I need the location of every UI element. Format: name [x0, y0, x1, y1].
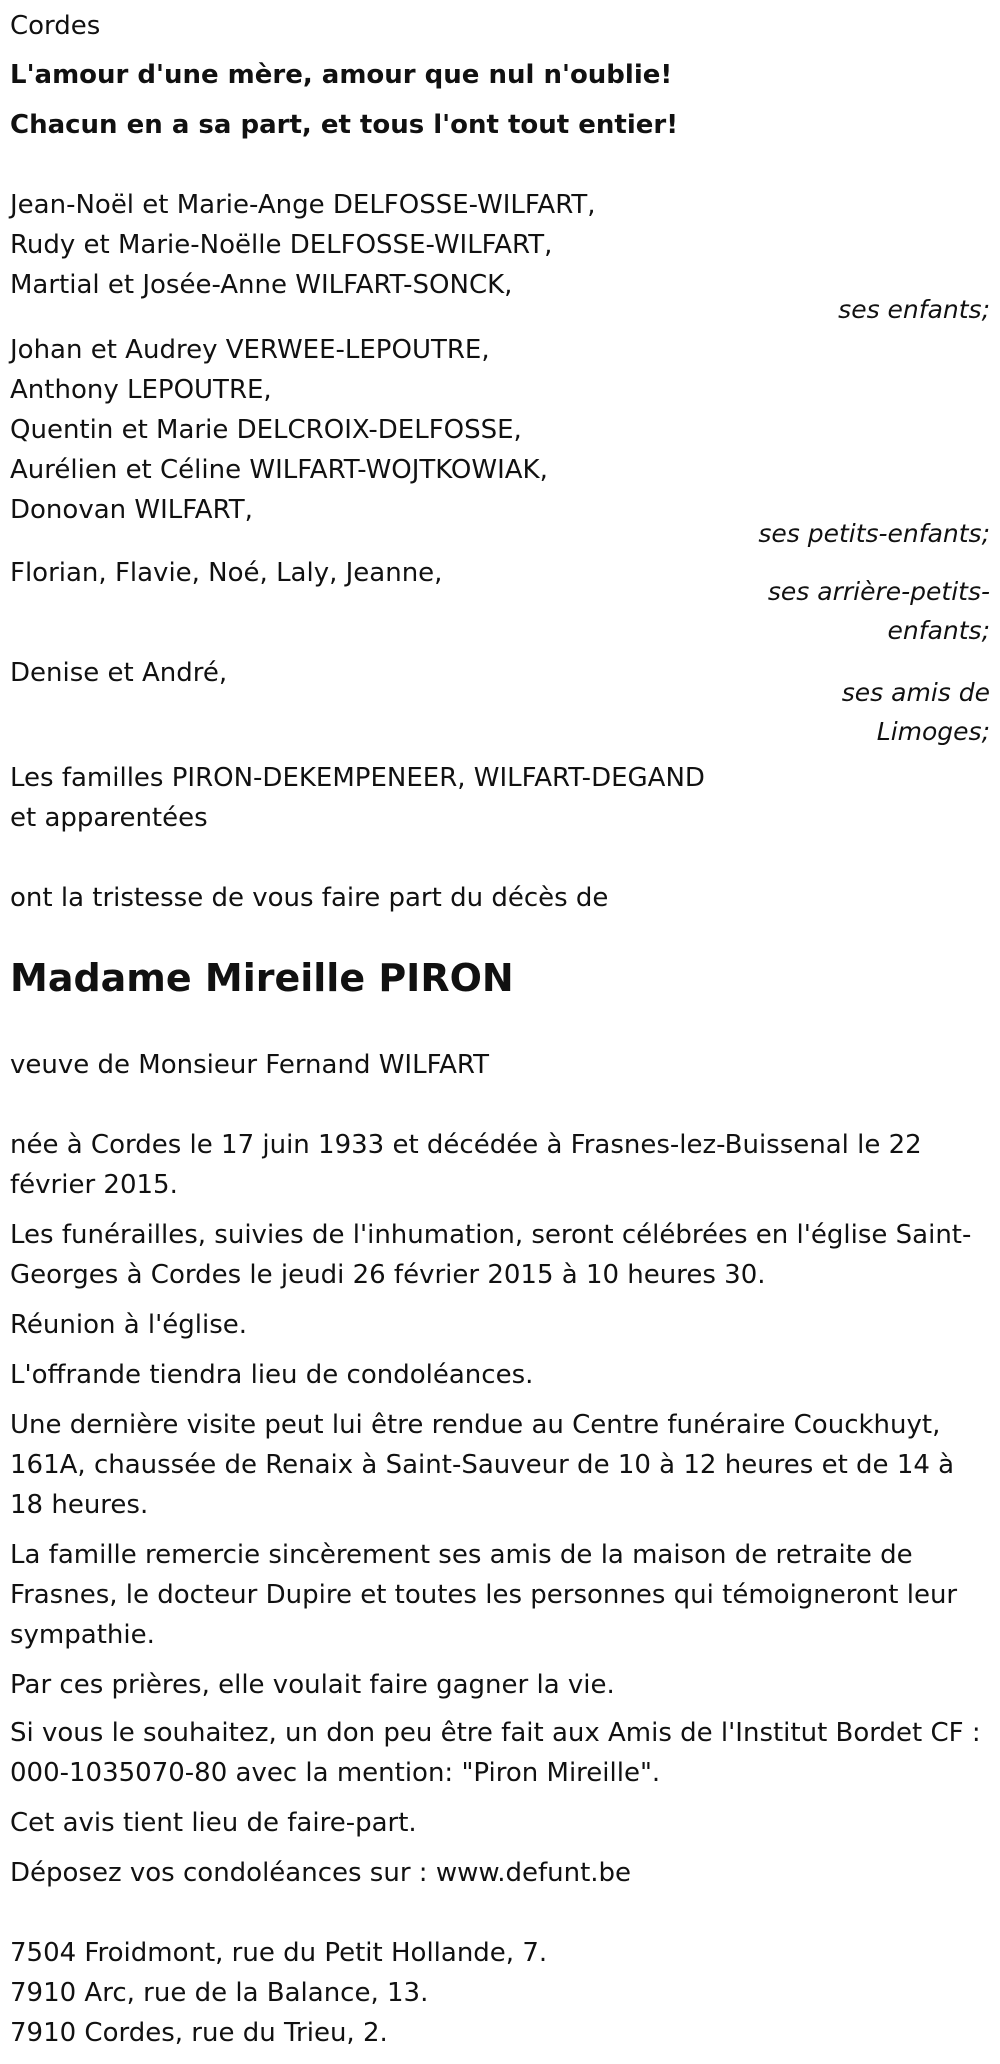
donation-paragraph: Si vous le souhaitez, un don peu être fait aux Amis de l'Institut Bordet CF : 000-1035070-80 avec la mention: "Piron Mireille".: [10, 1718, 981, 1788]
motto-line-2: Chacun en a sa part, et tous l'ont tout entier!: [10, 110, 679, 140]
great-grandchildren-names: Florian, Flavie, Noé, Laly, Jeanne,: [10, 558, 443, 588]
great-grandchildren-role-line-1: ses arrière-petits-: [767, 577, 990, 606]
grandchild-name-3: Quentin et Marie DELCROIX-DELFOSSE,: [10, 415, 522, 445]
grandchild-name-5: Donovan WILFART,: [10, 495, 253, 525]
children-role: ses enfants;: [838, 295, 990, 324]
grandchildren-role: ses petits-enfants;: [758, 519, 990, 548]
address-1: 7504 Froidmont, rue du Petit Hollande, 7.: [10, 1938, 548, 1968]
grandchild-name-4: Aurélien et Céline WILFART-WOJTKOWIAK,: [10, 455, 548, 485]
notice-paragraph: Cet avis tient lieu de faire-part.: [10, 1808, 417, 1838]
offering-paragraph: L'offrande tiendra lieu de condoléances.: [10, 1360, 534, 1390]
friends-names: Denise et André,: [10, 658, 228, 688]
announcement-text: ont la tristesse de vous faire part du décès de: [10, 883, 609, 913]
grandchild-name-1: Johan et Audrey VERWEE-LEPOUTRE,: [10, 335, 490, 365]
place-heading: Cordes: [10, 11, 101, 41]
families-line-1: Les familles PIRON-DEKEMPENEER, WILFART-DEGAND: [10, 763, 705, 793]
friends-role-line-2: Limoges;: [876, 717, 990, 746]
motto-line-1: L'amour d'une mère, amour que nul n'oublie!: [10, 60, 673, 90]
condolences-paragraph: Déposez vos condoléances sur : www.defunt.be: [10, 1858, 632, 1888]
friends-role-line-1: ses amis de: [841, 678, 990, 707]
birth-death-paragraph: née à Cordes le 17 juin 1933 et décédée à Frasnes-lez-Buissenal le 22 février 2015.: [10, 1130, 922, 1200]
address-3: 7910 Cordes, rue du Trieu, 2.: [10, 2018, 388, 2048]
child-name-3: Martial et Josée-Anne WILFART-SONCK,: [10, 270, 513, 300]
child-name-1: Jean-Noël et Marie-Ange DELFOSSE-WILFART,: [10, 190, 596, 220]
child-name-2: Rudy et Marie-Noëlle DELFOSSE-WILFART,: [10, 230, 553, 260]
visit-paragraph: Une dernière visite peut lui être rendue au Centre funéraire Couckhuyt, 161A, chaussée de Renaix à Saint-Sauveur de 10 à 12 heures et de 14 à 18 heures.: [10, 1410, 955, 1520]
great-grandchildren-role-line-2: enfants;: [887, 616, 990, 645]
thanks-paragraph: La famille remercie sincèrement ses amis de la maison de retraite de Frasnes, le docteur Dupire et toutes les personnes qui témoigneront leur sympathie.: [10, 1540, 958, 1650]
families-line-2: et apparentées: [10, 803, 208, 833]
prayer-paragraph: Par ces prières, elle voulait faire gagner la vie.: [10, 1670, 615, 1700]
address-2: 7910 Arc, rue de la Balance, 13.: [10, 1978, 429, 2008]
spouse-line: veuve de Monsieur Fernand WILFART: [10, 1050, 489, 1080]
deceased-name: Madame Mireille PIRON: [10, 956, 514, 1000]
funeral-paragraph: Les funérailles, suivies de l'inhumation, seront célébrées en l'église Saint-Georges à Cordes le jeudi 26 février 2015 à 10 heures 30.: [10, 1220, 972, 1290]
church-meeting-paragraph: Réunion à l'église.: [10, 1310, 248, 1340]
grandchild-name-2: Anthony LEPOUTRE,: [10, 375, 272, 405]
